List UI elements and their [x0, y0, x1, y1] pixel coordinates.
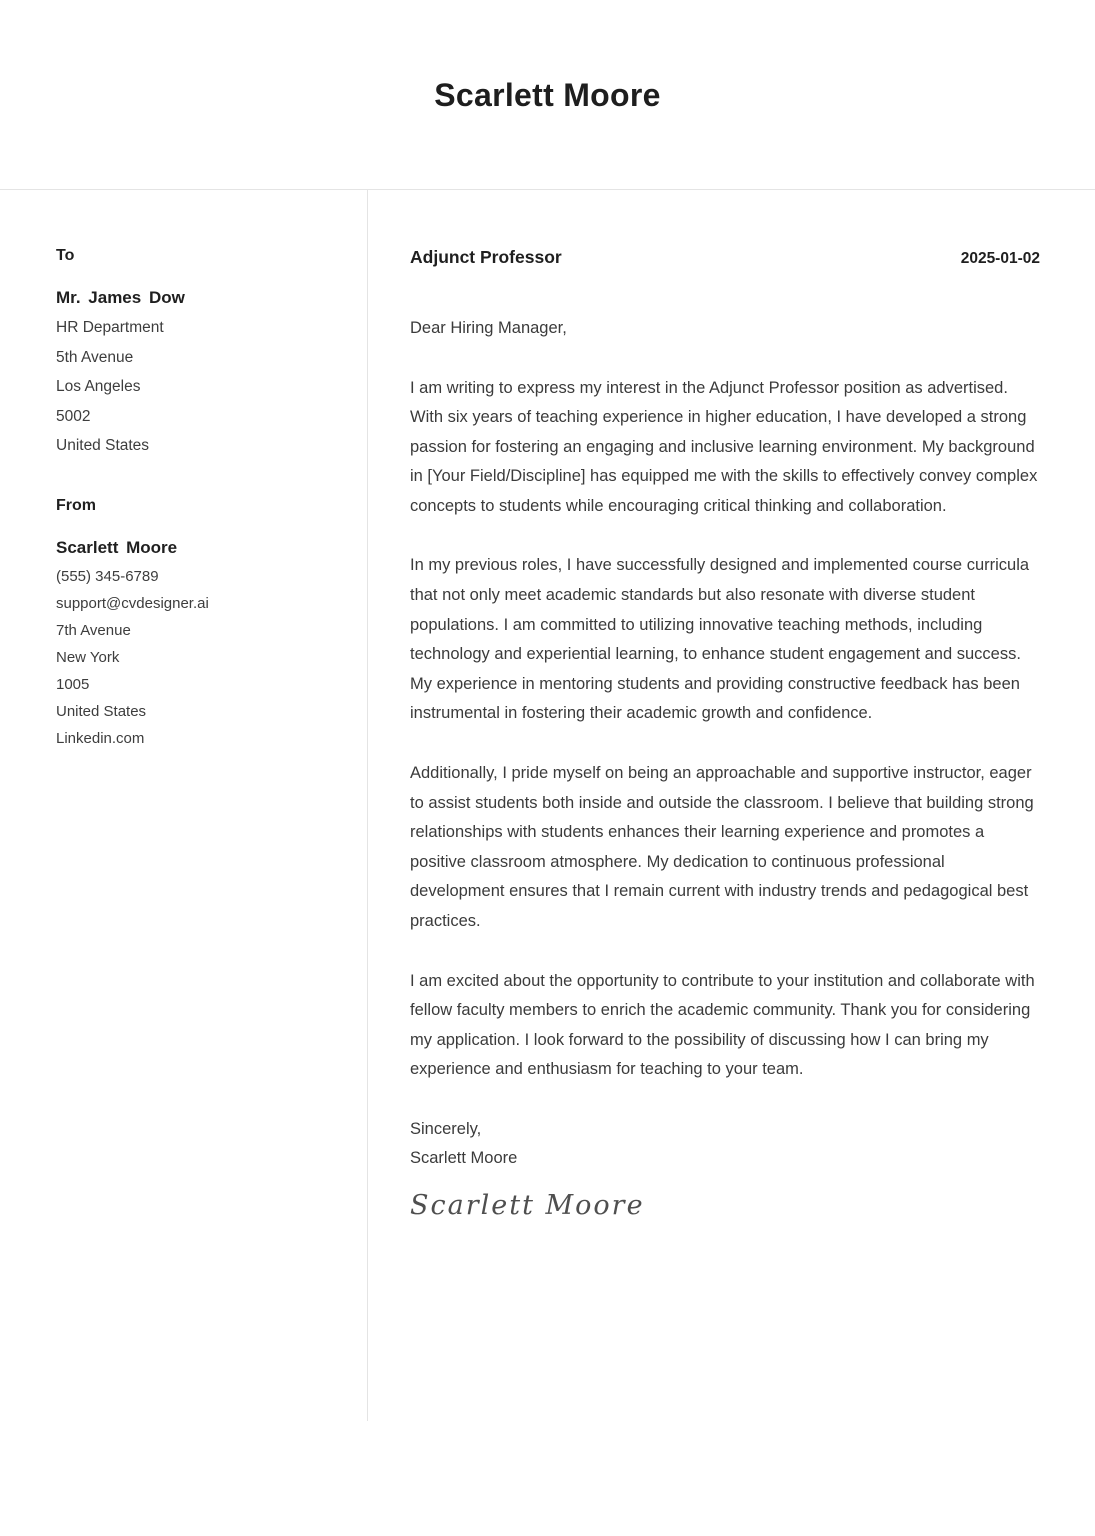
letter-paragraph: I am excited about the opportunity to contribute to your institution and collaborate with fellow faculty members to enrich the academic community. Thank you for considering my application. I look forward to the possibility of discussing how I can bring my experience and enthusiasm for teaching to your team. [410, 971, 1035, 1079]
from-section [56, 497, 337, 752]
closing-word: Sincerely, [410, 1119, 482, 1138]
letter-main [368, 190, 1095, 1421]
sender-email: support@cvdesigner.ai [56, 594, 209, 612]
sender-address-line: 7th Avenue [56, 621, 131, 639]
closing-block [410, 1115, 1040, 1174]
letter-paragraph: Additionally, I pride myself on being an approachable and supportive instructor, eager to assist students both inside and outside the classroom. I believe that building strong relationships with students enhances their learning experience and promotes a positive classroom atmosphere. My dedication to continuous professional development ensures that I remain current with industry trends and pedagogical best practices. [410, 764, 1034, 930]
from-section-label: From [56, 496, 96, 514]
letter-paragraph: I am writing to express my interest in the Adjunct Professor position as advertised. With six years of teaching experience in higher education, I have developed a strong passion for fostering an engaging and inclusive learning environment. My background in [Your Field/Discipline] has equipped me with the skills to effectively convey complex concepts to students while encouraging critical thinking and collaboration. [410, 378, 1038, 515]
letter-paragraph: In my previous roles, I have successfully designed and implemented course curricula that not only meet academic standards but also resonate with diverse student populations. I am committed to utilizing innovative teaching methods, including technology and experiential learning, to enhance student engagement and success. My experience in mentoring students and providing constructive feedback has been instrumental in fostering their academic growth and confidence. [410, 556, 1030, 723]
handwritten-signature: Scarlett Moore [410, 1189, 645, 1221]
to-section-label: To [56, 247, 75, 264]
document-header [0, 0, 1095, 190]
salutation: Dear Hiring Manager, [410, 319, 567, 337]
job-title: Adjunct Professor [410, 247, 562, 267]
letter-title-row [410, 247, 1040, 268]
sender-name: Scarlett Moore [56, 537, 178, 557]
contact-sidebar [0, 190, 368, 1421]
recipient-address-line: United States [56, 437, 150, 454]
recipient-name: Mr. James Dow [56, 288, 185, 307]
page-title: Scarlett Moore [434, 77, 661, 113]
sender-phone: (555) 345-6789 [56, 567, 159, 585]
recipient-address-line: Los Angeles [56, 378, 141, 395]
recipient-address-line: 5002 [56, 407, 91, 425]
recipient-address-line: HR Department [56, 319, 164, 336]
document-body [0, 190, 1095, 1421]
signoff-name: Scarlett Moore [410, 1149, 518, 1168]
sender-address-line: United States [56, 702, 147, 720]
sender-linkedin: Linkedin.com [56, 729, 145, 747]
sender-address-line: 1005 [56, 675, 90, 693]
recipient-address-line: 5th Avenue [56, 348, 134, 366]
letter-date: 2025-01-02 [960, 250, 1040, 267]
sender-address-line: New York [56, 648, 120, 666]
